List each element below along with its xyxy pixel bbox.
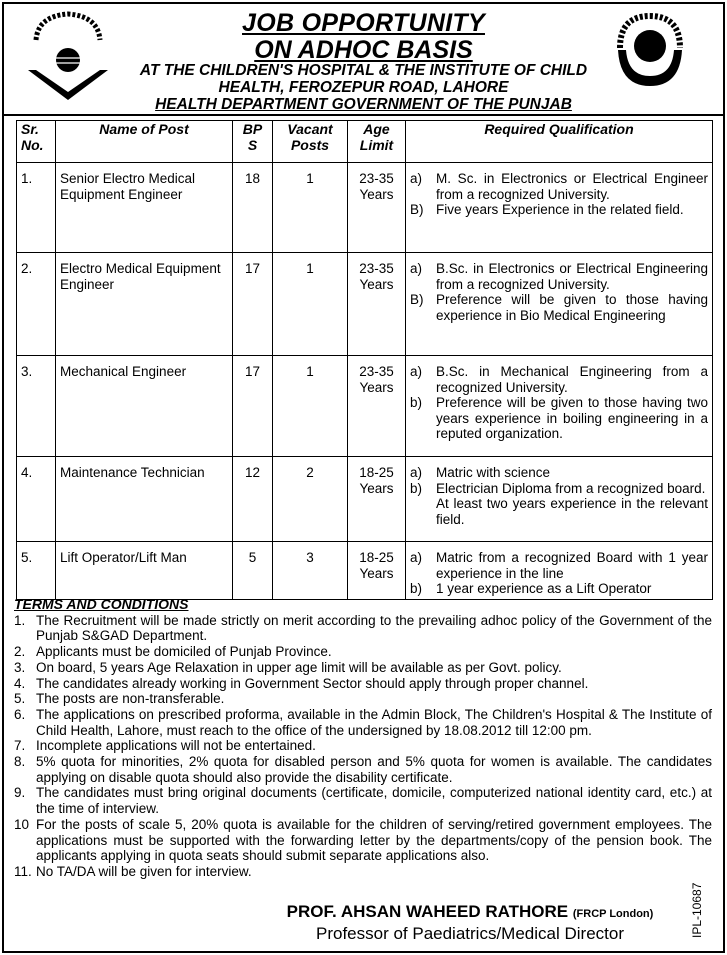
term-text: The applications on prescribed proforma, available in the Admin Block, The Children's Hospital & The Institute of Child Health, Lahore, must reach to the office of the undersigned by 18.08.2012 till 12:00 pm. [36,706,712,738]
qualification-item [410,550,708,581]
sr-cell: 5. [17,542,56,600]
sr-cell: 1. [17,163,56,253]
qualification-item [410,292,708,323]
vacant-cell: 2 [273,457,348,542]
signatory-credential: (FRCP London) [572,908,654,920]
qualification-marker: a) [410,550,423,565]
term-text: 5% quota for minorities, 2% quota for disabled person and 5% quota for women is available. The candidates applying on disable quota should also provide the disability certificate. [36,754,712,785]
term-number: 11. [14,863,32,879]
term-text: For the posts of scale 5, 20% quota is available for the children of serving/retired government employees. The applications must be supported with the forwarding letter by the departments/copy of the pension book. The applicants applying in quota seats should submit separate applications also. [36,816,712,864]
qualification-text: 1 year experience as a Lift Operator [436,581,652,596]
qualification-item [410,261,708,292]
bps-cell: 17 [233,253,273,356]
bps-cell: 18 [233,163,273,253]
qualification-text: Preference will be given to those having experience in Bio Medical Engineering [436,292,708,323]
term-text: The Recruitment will be made strictly on merit according to the prevailing adhoc policy of the Government of the Punjab S&GAD Department. [36,612,712,644]
age-cell: 18-25 Years [348,457,406,542]
ad-title-basis: ON ADHOC BASIS [254,36,473,64]
bps-cell: 12 [233,457,273,542]
term-text: The candidates must bring original documents (certificate, domicile, computerized national identity card, etc.) at the time of interview. [36,785,712,817]
post-name-cell: Lift Operator/Lift Man [56,542,233,600]
signatory [240,902,700,922]
vacant-cell: 1 [273,163,348,253]
post-name-cell: Electro Medical Equipment Engineer [56,253,233,356]
qualification-marker [410,496,436,527]
term-number: 9. [14,785,26,801]
post-name-cell: Maintenance Technician [56,457,233,542]
vacant-cell: 1 [273,253,348,356]
bps-cell: 17 [233,356,273,457]
department-line: HEALTH DEPARTMENT GOVERNMENT OF THE PUNJAB [155,96,572,113]
col-bps: BP S [233,121,273,163]
sr-cell: 4. [17,457,56,542]
table-row [17,457,713,542]
col-vacant: Vacant Posts [273,121,348,163]
qualification-text: Electrician Diploma from a recognized board. [436,480,706,496]
term-number: 2. [14,644,26,660]
col-name: Name of Post [56,121,233,163]
col-sr: Sr. No. [17,121,56,163]
qualification-item [410,364,708,395]
term-text: On board, 5 years Age Relaxation in upper age limit will be available as per Govt. policy. [36,659,562,675]
qualification-marker: b) [410,480,423,496]
term-text: The candidates already working in Government Sector should apply through proper channel. [36,675,589,691]
term-item [14,644,712,660]
term-number: 5. [14,691,26,707]
vacant-cell: 3 [273,542,348,600]
term-item [14,691,712,707]
qualification-marker: a) [410,261,423,276]
vacant-cell: 1 [273,356,348,457]
term-item [14,864,712,880]
qualification-text: Preference will be given to those having two years experience in boiling engineering in a reputed organization. [436,395,708,441]
qualification-text: B.Sc. in Electronics or Electrical Engineering from a recognized University. [436,261,708,292]
term-number: 6. [14,706,26,722]
qualification-text: Matric with science [436,465,551,480]
qualification-item [410,202,708,218]
term-item [14,676,712,692]
post-name-cell: Senior Electro Medical Equipment Engineer [56,163,233,253]
posts-table [16,120,713,600]
term-item [14,707,712,738]
term-text: The posts are non-transferable. [36,691,225,707]
terms-section [14,597,712,880]
qualification-marker: b) [410,395,423,410]
header-divider [4,114,723,116]
qualification-cell [406,457,713,542]
qualification-marker: B) [410,202,424,217]
age-cell: 23-35 Years [348,163,406,253]
qualification-item [410,465,708,481]
table-row [17,163,713,253]
post-name-cell: Mechanical Engineer [56,356,233,457]
term-text: No TA/DA will be given for interview. [36,863,252,879]
col-age: Age Limit [348,121,406,163]
qualification-marker: a) [410,171,423,186]
term-number: 4. [14,675,26,691]
sr-cell: 2. [17,253,56,356]
term-number: 3. [14,659,26,675]
signatory-name: PROF. AHSAN WAHEED RATHORE [286,902,569,921]
qualification-item [410,395,708,442]
table-row [17,542,713,600]
ad-code: IPL-10687 [690,882,704,938]
age-cell: 23-35 Years [348,253,406,356]
age-cell: 18-25 Years [348,542,406,600]
qualification-text: Five years Experience in the related field. [436,202,684,217]
term-item [14,613,712,644]
qualification-marker: a) [410,465,423,480]
sr-cell: 3. [17,356,56,457]
term-item [14,754,712,785]
term-number: 1. [14,612,26,628]
table-header-row [17,121,713,163]
qualification-item [410,171,708,202]
term-text: Applicants must be domiciled of Punjab Province. [36,644,332,660]
address-line: HEALTH, FEROZEPUR ROAD, LAHORE [218,79,509,96]
qualification-text: M. Sc. in Electronics or Electrical Engineer from a recognized University. [436,171,708,202]
term-number: 10 [14,816,30,832]
qualification-text: At least two years experience in the relevant field. [436,496,708,527]
qualification-text: B.Sc. in Mechanical Engineering from a recognized University. [436,364,708,395]
term-item [14,817,712,864]
table-row [17,253,713,356]
term-number: 8. [14,754,26,770]
qualification-cell [406,163,713,253]
qualification-text: Matric from a recognized Board with 1 year experience in the line [436,550,708,581]
table-row [17,356,713,457]
bps-cell: 5 [233,542,273,600]
qualification-cell [406,253,713,356]
col-qualification: Required Qualification [406,121,713,163]
term-item [14,660,712,676]
qualification-cell [406,356,713,457]
qualification-marker: b) [410,581,423,596]
term-number: 7. [14,738,26,754]
qualification-item [410,581,708,597]
qualification-item [410,496,708,527]
age-cell: 23-35 Years [348,356,406,457]
term-item [14,738,712,754]
qualification-marker: a) [410,364,423,379]
institution-line: AT THE CHILDREN'S HOSPITAL & THE INSTITUTE OF CHILD [139,62,588,79]
term-text: Incomplete applications will not be entertained. [36,738,316,754]
qualification-item [410,481,708,497]
ad-title: JOB OPPORTUNITY [242,9,485,37]
terms-heading: TERMS AND CONDITIONS [14,596,189,612]
qualification-marker: B) [410,292,424,307]
term-item [14,785,712,816]
signatory-designation: Professor of Paediatrics/Medical Director [315,924,624,943]
qualification-cell [406,542,713,600]
